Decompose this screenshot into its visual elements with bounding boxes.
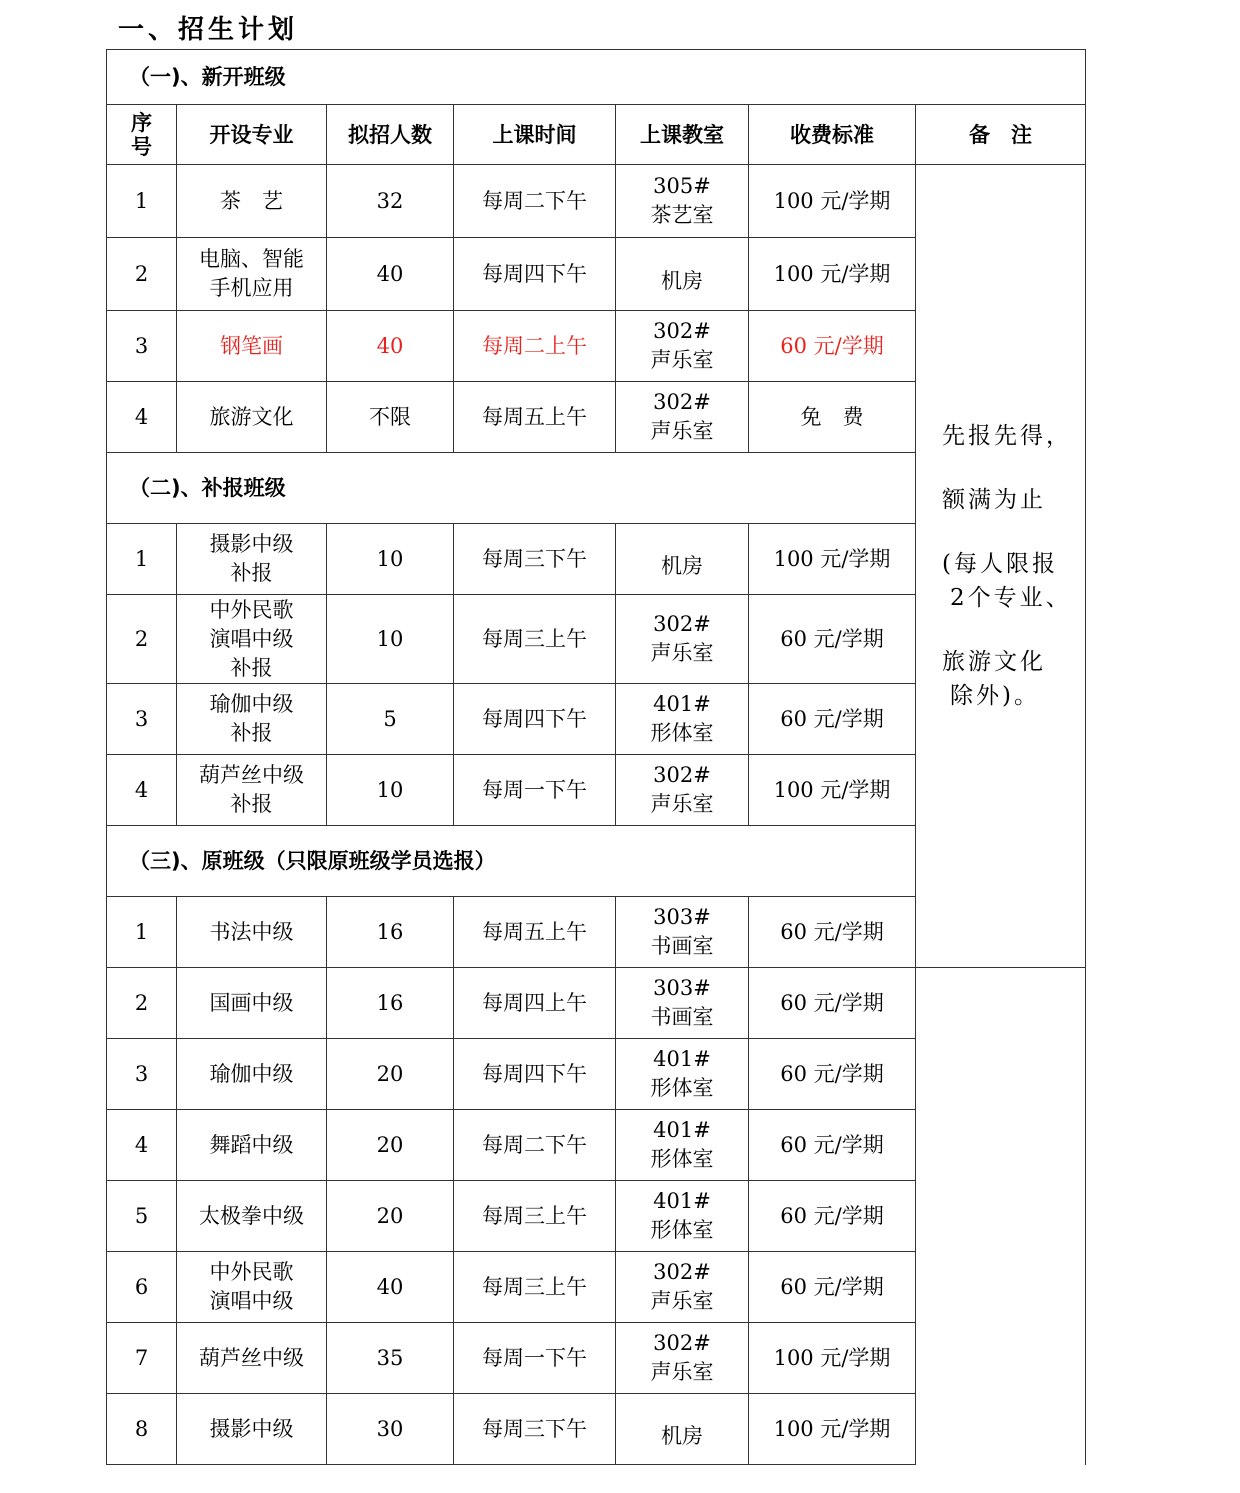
time-cell: 每周一下午 [454,1323,616,1394]
fee-cell: 60 元/学期 [749,595,916,684]
seq-cell: 2 [107,595,177,684]
time-cell: 每周二下午 [454,165,616,238]
major-cell: 中外民歌 演唱中级 [177,1252,327,1323]
seq-cell: 4 [107,1110,177,1181]
remark-note: 先报先得， 额满为止 (每人限报 2个专业、 旅游文化 除外)。 [916,165,1086,968]
page-title: 一、招生计划 [118,15,299,45]
fee-cell: 100 元/学期 [749,238,916,311]
room-cell: 302# 声乐室 [616,1252,749,1323]
major-cell: 书法中级 [177,897,327,968]
fee-cell: 100 元/学期 [749,1394,916,1465]
time-cell: 每周五上午 [454,897,616,968]
header-quota: 拟招人数 [327,105,454,165]
major-cell: 葫芦丝中级 补报 [177,755,327,826]
section-header-row [107,50,1086,105]
seq-cell: 4 [107,755,177,826]
major-cell: 摄影中级 [177,1394,327,1465]
table-row [107,165,1086,238]
room-cell: 305# 茶艺室 [616,165,749,238]
header-room: 上课教室 [616,105,749,165]
time-cell: 每周三上午 [454,1181,616,1252]
fee-cell: 60 元/学期 [749,1252,916,1323]
seq-cell: 3 [107,684,177,755]
fee-cell: 60 元/学期 [749,684,916,755]
room-cell: 401# 形体室 [616,1039,749,1110]
quota-cell: 40 [327,311,454,382]
quota-cell: 16 [327,897,454,968]
fee-cell: 免 费 [749,382,916,453]
quota-cell: 10 [327,524,454,595]
seq-cell: 6 [107,1252,177,1323]
quota-cell: 5 [327,684,454,755]
time-cell: 每周二上午 [454,311,616,382]
quota-cell: 30 [327,1394,454,1465]
seq-cell: 1 [107,897,177,968]
time-cell: 每周一下午 [454,755,616,826]
room-cell: 302# 声乐室 [616,382,749,453]
seq-cell: 1 [107,524,177,595]
seq-cell: 7 [107,1323,177,1394]
room-cell: 302# 声乐室 [616,311,749,382]
major-cell: 钢笔画 [177,311,327,382]
time-cell: 每周五上午 [454,382,616,453]
fee-cell: 60 元/学期 [749,968,916,1039]
quota-cell: 10 [327,595,454,684]
time-cell: 每周三上午 [454,1252,616,1323]
time-cell: 每周二下午 [454,1110,616,1181]
quota-cell: 20 [327,1039,454,1110]
room-cell: 303# 书画室 [616,897,749,968]
header-major: 开设专业 [177,105,327,165]
table-row [107,1110,1086,1181]
seq-cell: 3 [107,1039,177,1110]
table-row [107,1181,1086,1252]
major-cell: 葫芦丝中级 [177,1323,327,1394]
time-cell: 每周三下午 [454,524,616,595]
enrollment-plan-table [106,49,1086,1465]
fee-cell: 60 元/学期 [749,897,916,968]
fee-cell: 100 元/学期 [749,524,916,595]
fee-cell: 100 元/学期 [749,755,916,826]
table-row [107,1252,1086,1323]
room-cell: 302# 声乐室 [616,755,749,826]
room-cell: 303# 书画室 [616,968,749,1039]
table-row [107,1394,1086,1465]
seq-cell: 3 [107,311,177,382]
quota-cell: 20 [327,1110,454,1181]
fee-cell: 100 元/学期 [749,1323,916,1394]
seq-cell: 5 [107,1181,177,1252]
fee-cell: 60 元/学期 [749,311,916,382]
fee-cell: 60 元/学期 [749,1110,916,1181]
major-cell: 中外民歌 演唱中级 补报 [177,595,327,684]
seq-cell: 2 [107,238,177,311]
time-cell: 每周四下午 [454,238,616,311]
seq-cell: 2 [107,968,177,1039]
time-cell: 每周三上午 [454,595,616,684]
column-header-row [107,105,1086,165]
time-cell: 每周三下午 [454,1394,616,1465]
room-cell: 机房 [616,1394,749,1465]
seq-cell: 1 [107,165,177,238]
major-cell: 太极拳中级 [177,1181,327,1252]
table-row [107,1039,1086,1110]
major-cell: 摄影中级 补报 [177,524,327,595]
header-fee: 收费标准 [749,105,916,165]
room-cell: 机房 [616,238,749,311]
quota-cell: 16 [327,968,454,1039]
major-cell: 国画中级 [177,968,327,1039]
major-cell: 电脑、智能 手机应用 [177,238,327,311]
quota-cell: 不限 [327,382,454,453]
quota-cell: 35 [327,1323,454,1394]
room-cell: 401# 形体室 [616,1181,749,1252]
section-title-original: （三)、原班级（只限原班级学员选报） [107,826,916,897]
room-cell: 302# 声乐室 [616,595,749,684]
room-cell: 401# 形体室 [616,684,749,755]
header-seq: 序 号 [107,105,177,165]
fee-cell: 60 元/学期 [749,1039,916,1110]
room-cell: 401# 形体室 [616,1110,749,1181]
header-time: 上课时间 [454,105,616,165]
major-cell: 舞蹈中级 [177,1110,327,1181]
section-title-supplement: （二)、补报班级 [107,453,916,524]
fee-cell: 60 元/学期 [749,1181,916,1252]
table-row [107,968,1086,1039]
header-remark: 备 注 [916,105,1086,165]
time-cell: 每周四下午 [454,1039,616,1110]
major-cell: 茶 艺 [177,165,327,238]
room-cell: 302# 声乐室 [616,1323,749,1394]
quota-cell: 10 [327,755,454,826]
seq-cell: 4 [107,382,177,453]
seq-cell: 8 [107,1394,177,1465]
fee-cell: 100 元/学期 [749,165,916,238]
time-cell: 每周四上午 [454,968,616,1039]
major-cell: 旅游文化 [177,382,327,453]
table-row [107,1323,1086,1394]
major-cell: 瑜伽中级 [177,1039,327,1110]
quota-cell: 40 [327,1252,454,1323]
major-cell: 瑜伽中级 补报 [177,684,327,755]
room-cell: 机房 [616,524,749,595]
quota-cell: 20 [327,1181,454,1252]
section-title-new: （一)、新开班级 [107,50,1086,105]
quota-cell: 40 [327,238,454,311]
time-cell: 每周四下午 [454,684,616,755]
quota-cell: 32 [327,165,454,238]
